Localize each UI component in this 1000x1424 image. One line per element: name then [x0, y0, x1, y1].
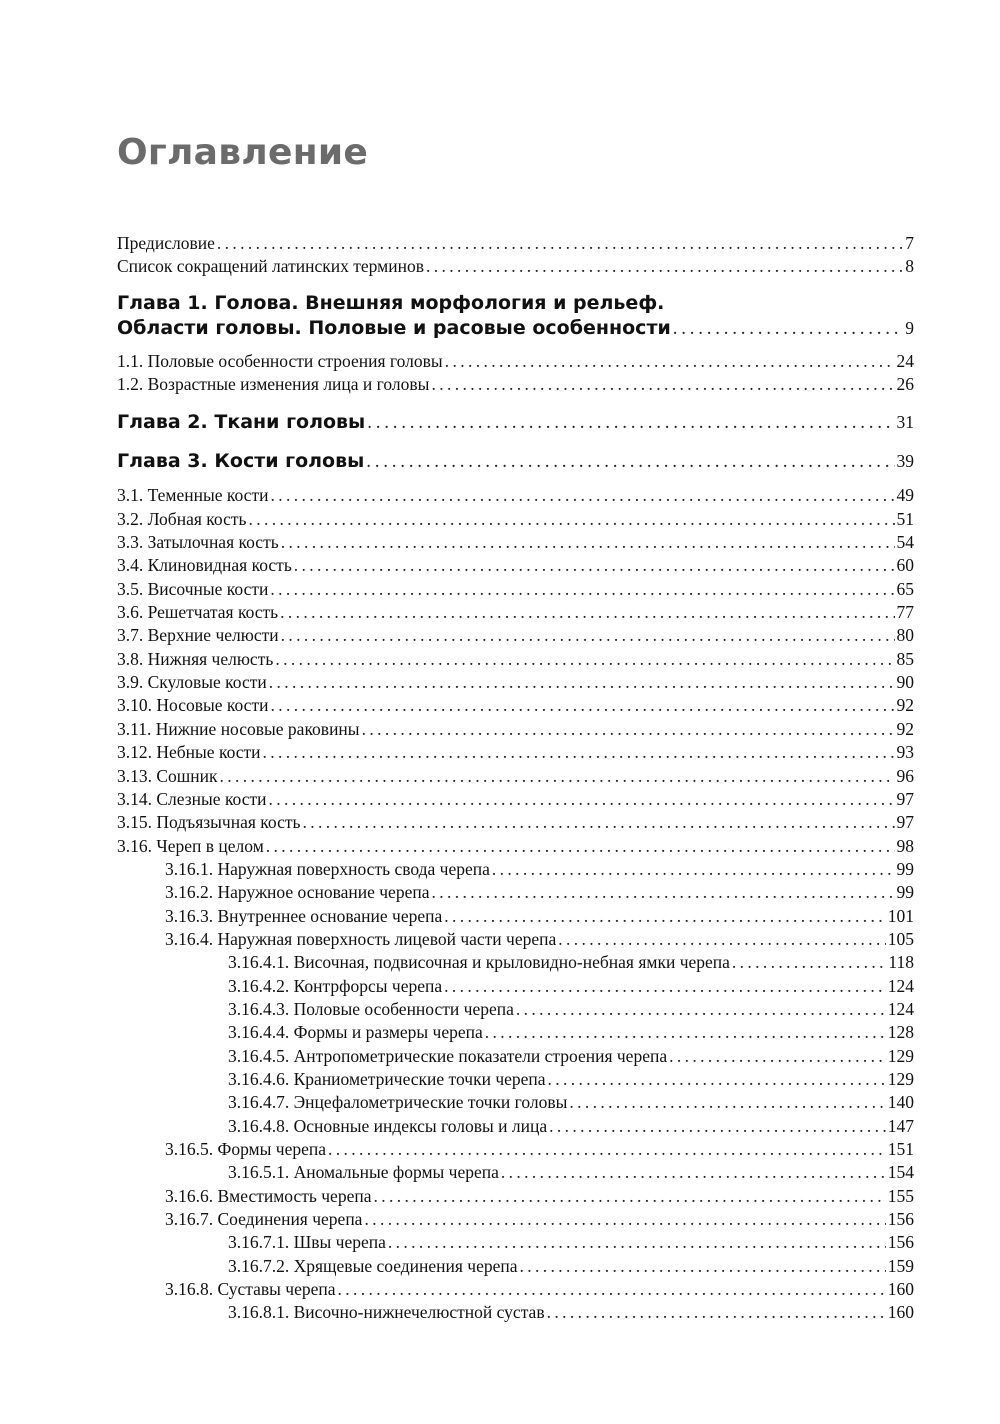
toc-entry-preface[interactable] [0, 232, 1000, 255]
toc-page-number: 154 [887, 1162, 914, 1183]
chapter-title-line-1: Глава 1. Голова. Внешняя морфология и рельеф. [117, 291, 665, 314]
dot-leader [328, 1138, 886, 1161]
toc-entry[interactable] [0, 1138, 1000, 1161]
toc-page-number: 98 [896, 835, 914, 856]
dot-leader [431, 373, 894, 396]
toc-page-number: 160 [887, 1279, 914, 1300]
toc-entry[interactable] [0, 554, 1000, 577]
toc-entry-label: 3.16.8. Суставы черепа [165, 1279, 336, 1300]
toc-entry[interactable] [0, 531, 1000, 554]
toc-page-number: 124 [887, 998, 914, 1019]
toc-entry-label: 3.11. Нижние носовые раковины [117, 718, 360, 739]
toc-entry[interactable] [0, 741, 1000, 764]
toc-entry-label: 3.5. Височные кости [117, 578, 269, 599]
toc-entry-label: 3.16.4.8. Основные индексы головы и лица [228, 1115, 548, 1136]
toc-page-number: 124 [887, 975, 914, 996]
chapter-3-entries [0, 484, 1000, 1324]
toc-entry[interactable] [0, 648, 1000, 671]
toc-page-number: 155 [887, 1185, 914, 1206]
toc-page-number: 101 [887, 905, 914, 926]
dot-leader [366, 449, 894, 474]
toc-page-number: 140 [887, 1092, 914, 1113]
toc-chapter-3[interactable] [0, 449, 1000, 475]
toc-entry[interactable] [0, 928, 1000, 951]
toc-entry[interactable] [0, 350, 1000, 373]
toc-entry-label: 3.13. Сошник [117, 765, 218, 786]
toc-page-number: 151 [887, 1139, 914, 1159]
dot-leader [558, 928, 885, 951]
dot-leader [248, 508, 894, 531]
toc-entry[interactable] [0, 1231, 1000, 1254]
toc-page-number: 9 [905, 317, 914, 338]
dot-leader [492, 858, 895, 881]
table-of-contents [0, 232, 1000, 1325]
toc-entry-label: 3.16.7.2. Хрящевые соединения черепа [228, 1255, 518, 1276]
toc-page-number: 105 [887, 928, 914, 949]
toc-entry[interactable] [0, 1045, 1000, 1068]
toc-entry[interactable] [0, 508, 1000, 531]
dot-leader [294, 554, 895, 577]
toc-page-number: 80 [896, 625, 914, 646]
toc-entry[interactable] [0, 1208, 1000, 1231]
dot-leader [520, 1255, 886, 1278]
toc-entry[interactable] [0, 975, 1000, 998]
toc-page-number: 129 [887, 1068, 914, 1089]
toc-entry-label: 1.1. Половые особенности строения головы [117, 350, 443, 371]
dot-leader [444, 905, 885, 928]
chapter-title-line-2: Области головы. Половые и расовые особенности [117, 316, 671, 339]
toc-page-number: 31 [896, 412, 914, 433]
toc-entry-label: 3.16.4.6. Краниометрические точки черепа [228, 1068, 546, 1089]
dot-leader [220, 765, 895, 788]
toc-entry[interactable] [0, 671, 1000, 694]
dot-leader [549, 1115, 886, 1138]
toc-entry-label: 3.8. Нижняя челюсть [117, 648, 274, 669]
dot-leader [303, 811, 895, 834]
dot-leader [426, 255, 903, 278]
toc-page-number: 97 [896, 788, 914, 809]
toc-entry-label: 1.2. Возрастные изменения лица и головы [117, 374, 430, 395]
toc-entry[interactable] [0, 1301, 1000, 1324]
toc-page-number: 156 [887, 1209, 914, 1230]
toc-page-number: 99 [896, 858, 914, 879]
toc-entry-label: 3.7. Верхние челюсти [117, 625, 279, 646]
toc-entry-label: 3.16.4.5. Антропометрические показатели строения черепа [228, 1045, 668, 1066]
toc-entry-label: 3.1. Теменные кости [117, 485, 269, 506]
dot-leader [364, 1208, 885, 1231]
dot-leader [270, 578, 894, 601]
toc-chapter-label: Глава 3. Кости головы [117, 450, 365, 473]
dot-leader [269, 671, 895, 694]
toc-entry-label: 3.16.2. Наружное основание черепа [165, 882, 430, 903]
toc-entry[interactable] [0, 1068, 1000, 1091]
toc-entry-label: 3.16.8.1. Височно-нижнечелюстной сустав [228, 1302, 545, 1323]
toc-page-number: 39 [896, 451, 914, 472]
toc-entry[interactable] [0, 578, 1000, 601]
toc-page-number: 160 [887, 1302, 914, 1323]
toc-page-number: 159 [887, 1255, 914, 1276]
toc-page-number: 54 [896, 532, 914, 553]
dot-leader [445, 350, 895, 373]
toc-entry[interactable] [0, 1255, 1000, 1278]
toc-page-number: 8 [905, 256, 914, 277]
dot-leader [485, 1021, 886, 1044]
dot-leader [270, 484, 894, 507]
toc-entry[interactable] [0, 765, 1000, 788]
toc-entry[interactable] [0, 601, 1000, 624]
toc-entry[interactable] [0, 1091, 1000, 1114]
toc-page-number: 26 [896, 374, 914, 395]
dot-leader [266, 835, 895, 858]
toc-page-number: 60 [896, 555, 914, 576]
toc-page-number: 96 [896, 765, 914, 786]
toc-page-number: 128 [887, 1022, 914, 1043]
toc-entry[interactable] [0, 373, 1000, 396]
dot-leader [269, 788, 895, 811]
toc-entry[interactable] [0, 881, 1000, 904]
toc-entry-label: 3.16.4.4. Формы и размеры черепа [228, 1022, 483, 1043]
toc-entry-label: 3.16.7.1. Швы черепа [228, 1232, 386, 1253]
toc-page-number: 77 [896, 602, 914, 623]
toc-page-number: 147 [887, 1115, 914, 1136]
dot-leader [548, 1068, 886, 1091]
toc-chapter-label: Глава 2. Ткани головы [117, 411, 366, 434]
dot-leader [281, 531, 895, 554]
dot-leader [270, 694, 894, 717]
dot-leader [275, 648, 894, 671]
toc-entry-label: Предисловие [117, 233, 215, 253]
toc-chapter-label [117, 291, 671, 341]
toc-entry[interactable] [0, 788, 1000, 811]
toc-entry-label: 3.16.4.7. Энцефалометрические точки головы [228, 1092, 568, 1113]
dot-leader [431, 881, 894, 904]
toc-entry-label: 3.2. Лобная кость [117, 508, 247, 529]
toc-page-number: 99 [896, 882, 914, 903]
toc-entry-label: 3.16.4.3. Половые особенности черепа [228, 998, 514, 1019]
toc-entry-label: 3.15. Подъязычная кость [117, 812, 301, 833]
toc-entry[interactable] [0, 624, 1000, 647]
toc-page-number: 92 [896, 695, 914, 716]
toc-entry-label: 3.9. Скуловые кости [117, 672, 267, 693]
toc-entry-label: 3.3. Затылочная кость [117, 532, 279, 553]
dot-leader [263, 741, 895, 764]
toc-entry-label: 3.16.4.1. Височная, подвисочная и крыловидно-небная ямки черепа [228, 952, 730, 973]
toc-page-number: 92 [896, 718, 914, 739]
toc-entry-label: 3.16.7. Соединения черепа [165, 1209, 363, 1230]
toc-page-number: 93 [896, 742, 914, 763]
dot-leader [281, 624, 895, 647]
toc-entry-label: 3.16. Череп в целом [117, 835, 264, 856]
dot-leader [217, 232, 903, 255]
dot-leader [362, 718, 895, 741]
toc-entry-label: 3.14. Слезные кости [117, 788, 267, 809]
dot-leader [367, 410, 894, 435]
toc-entry[interactable] [0, 484, 1000, 507]
dot-leader [373, 1185, 885, 1208]
toc-entry-label: 3.10. Носовые кости [117, 695, 269, 716]
toc-entry-label: 3.6. Решетчатая кость [117, 602, 279, 623]
toc-entry-label: 3.16.4. Наружная поверхность лицевой части черепа [165, 928, 557, 949]
toc-chapter-2[interactable] [0, 410, 1000, 436]
page-title: Оглавление [117, 132, 369, 173]
toc-entry-label: Список сокращений латинских терминов [117, 256, 424, 277]
toc-page-number: 97 [896, 812, 914, 833]
toc-page-number: 51 [896, 508, 914, 529]
toc-page-number: 7 [905, 233, 914, 253]
toc-entry[interactable] [0, 718, 1000, 741]
toc-entry[interactable] [0, 1161, 1000, 1184]
toc-entry[interactable] [0, 1021, 1000, 1044]
toc-entry-label: 3.16.1. Наружная поверхность свода черепа [165, 858, 490, 879]
toc-page-number: 85 [896, 648, 914, 669]
toc-entry-label: 3.12. Небные кости [117, 742, 261, 763]
toc-page-number: 156 [887, 1232, 914, 1253]
dot-leader [501, 1161, 886, 1184]
dot-leader [669, 1045, 886, 1068]
toc-page-number: 129 [887, 1045, 914, 1066]
toc-entry[interactable] [0, 835, 1000, 858]
toc-entry[interactable] [0, 1278, 1000, 1301]
toc-entry[interactable] [0, 951, 1000, 974]
dot-leader [547, 1301, 886, 1324]
toc-chapter-1[interactable] [0, 291, 1000, 341]
toc-entry-label: 3.16.3. Внутреннее основание черепа [165, 905, 443, 926]
dot-leader [569, 1091, 885, 1114]
dot-leader [673, 316, 903, 341]
toc-entry-abbreviations[interactable] [0, 255, 1000, 278]
toc-entry[interactable] [0, 811, 1000, 834]
dot-leader [388, 1231, 886, 1254]
toc-entry[interactable] [0, 858, 1000, 881]
toc-entry-label: 3.4. Клиновидная кость [117, 555, 292, 576]
toc-entry-label: 3.16.5.1. Аномальные формы черепа [228, 1162, 499, 1183]
toc-page-number: 118 [888, 952, 914, 973]
toc-entry-label: 3.16.6. Вместимость черепа [165, 1185, 372, 1206]
toc-page-number: 49 [896, 485, 914, 506]
dot-leader [516, 998, 886, 1021]
dot-leader [338, 1278, 886, 1301]
toc-page-number: 65 [896, 578, 914, 599]
dot-leader [732, 951, 886, 974]
toc-entry-label: 3.16.5. Формы черепа [165, 1139, 326, 1159]
toc-entry[interactable] [0, 998, 1000, 1021]
toc-entry[interactable] [0, 905, 1000, 928]
dot-leader [280, 601, 894, 624]
dot-leader [444, 975, 886, 998]
toc-page-number: 24 [896, 350, 914, 371]
toc-entry-label: 3.16.4.2. Контрфорсы черепа [228, 975, 443, 996]
toc-entry[interactable] [0, 1185, 1000, 1208]
toc-entry[interactable] [0, 1115, 1000, 1138]
toc-page-number: 90 [896, 672, 914, 693]
toc-entry[interactable] [0, 694, 1000, 717]
